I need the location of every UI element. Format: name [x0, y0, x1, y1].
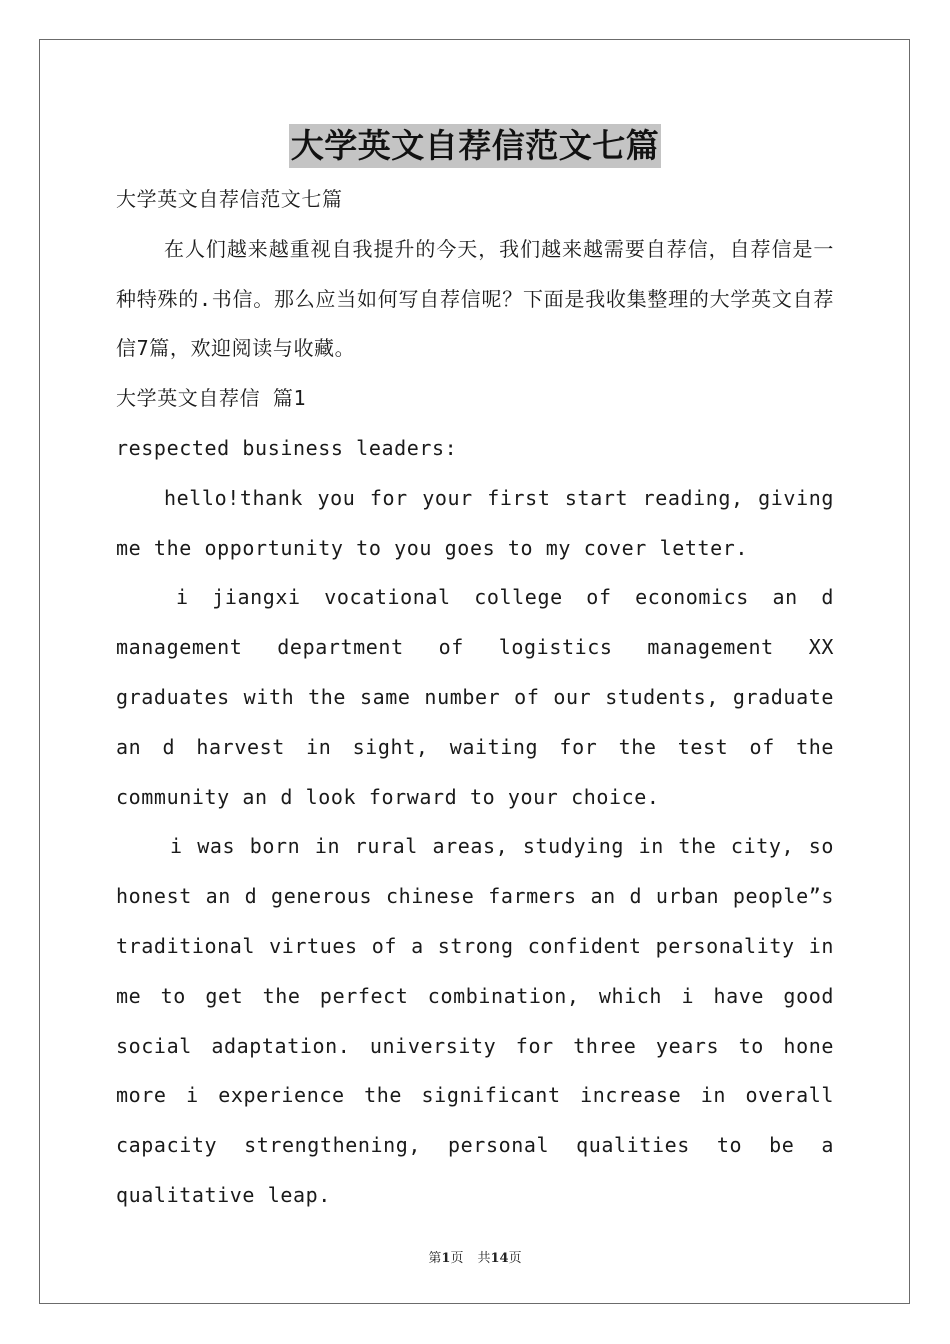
total-label-suffix: 页 [508, 1251, 522, 1266]
document-body [116, 175, 834, 1221]
body-paragraph: hello!thank you for your first start reading, giving me the opportunity to you goes to my cover letter. [116, 485, 834, 560]
title-container [0, 124, 950, 168]
total-label-prefix: 共 [477, 1251, 491, 1266]
page-total: 14 [490, 1251, 509, 1266]
subtitle-line: 大学英文自荐信范文七篇 [116, 187, 343, 211]
document-title: 大学英文自荐信范文七篇 [289, 124, 662, 168]
intro-paragraph: 在人们越来越重视自我提升的今天，我们越来越需要自荐信，自荐信是一种特殊的.书信。那么应当如何写自荐信呢？下面是我收集整理的大学英文自荐信7篇，欢迎阅读与收藏。 [116, 236, 834, 361]
salutation: respected business leaders: [116, 435, 458, 460]
body-paragraph: i jiangxi vocational college of economics an d management department of logistics management XX graduates with the same number of our students, graduate an d harvest in sight, waiting for the test of the community an d look forward to your choice. [116, 585, 834, 809]
body-paragraph: i was born in rural areas, studying in the city, so honest an d generous chinese farmers an d urban people”s traditional virtues of a strong confident personality in me to get the perfect combination, which i have good social adaptation. university for three years to hone more i experience the significant increase in overall capacity strengthening, personal qualities to be a qualitative leap. [116, 834, 834, 1207]
section-heading: 大学英文自荐信 篇1 [116, 386, 307, 411]
page-number: 1 [441, 1251, 451, 1266]
page-label-suffix: 页 [450, 1251, 464, 1266]
page-label-prefix: 第 [428, 1251, 442, 1266]
page-footer [0, 1247, 950, 1266]
